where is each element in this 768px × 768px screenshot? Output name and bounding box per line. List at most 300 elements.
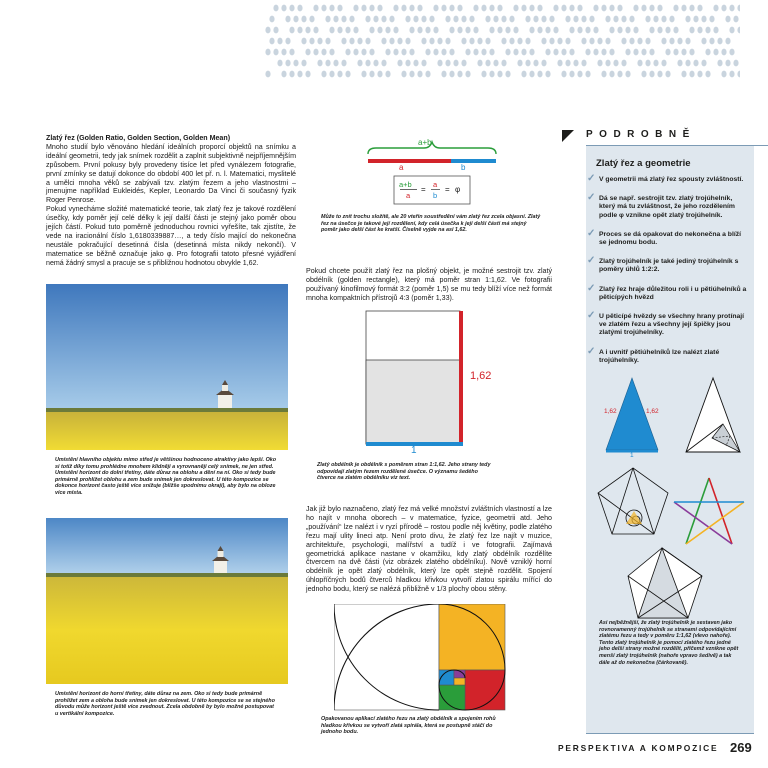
- decorative-dot: [489, 49, 494, 56]
- decorative-dot: [377, 71, 382, 78]
- decorative-dot: [557, 38, 562, 45]
- decorative-dot: [721, 71, 726, 78]
- checkmark-icon: ✓: [587, 345, 596, 357]
- decorative-dot: [413, 16, 418, 23]
- decorative-dot: [353, 49, 358, 56]
- decorative-dot: [649, 71, 654, 78]
- decorative-dot: [413, 60, 418, 67]
- checkmark-icon: ✓: [587, 255, 596, 267]
- decorative-dot: [465, 49, 470, 56]
- page-number: 269: [730, 740, 752, 755]
- decorative-dot: [529, 27, 534, 34]
- decorative-dot: [693, 16, 698, 23]
- decorative-dot: [589, 16, 594, 23]
- decorative-dot: [433, 27, 438, 34]
- decorative-dot: [401, 71, 406, 78]
- decorative-dot: [673, 5, 678, 12]
- decorative-dot: [389, 38, 394, 45]
- decorative-dot: [577, 27, 582, 34]
- eq-equals-2: =: [445, 185, 450, 194]
- decorative-dot: [397, 60, 402, 67]
- decorative-dot: [309, 38, 314, 45]
- decorative-dot: [677, 38, 682, 45]
- eq-numerator-1: a+b: [399, 180, 412, 189]
- decorative-dot: [461, 60, 466, 67]
- decorative-dot: [473, 27, 478, 34]
- triangle-label-bottom: 1: [630, 452, 634, 459]
- decorative-dot: [501, 60, 506, 67]
- decorative-dot: [721, 5, 726, 12]
- decorative-dot: [509, 16, 514, 23]
- decorative-dot: [369, 71, 374, 78]
- decorative-dot: [381, 16, 386, 23]
- decorative-dot: [285, 60, 290, 67]
- decorative-dot: [561, 71, 566, 78]
- decorative-dot: [457, 71, 462, 78]
- decorative-dot: [709, 38, 714, 45]
- decorative-dot: [549, 16, 554, 23]
- paragraph-golden-spiral: Jak již bylo naznačeno, zlatý řez má velké množství zvláštních vlastností a lze ho najít v mnoha oborech – v matematice, fyzice, geometrii atd. Jeho „používání“ lze nalézt i v ryzí přírodě – rostou podle něj květiny, podle zlatého řezu mají ulity lineci atp. Není proto divu, že zlatý řez lze najít v muzice, architektuře, psychologii, malířství a tudíž i ve fotografii. Zajímavá geometrická aplikace nastane v okamžiku, kdy zlatý obdélník rozdělíte čtvercem na dvě části (viz obrázek zlatého obdélníku). Nově vzniklý horní obdélník je opět zlatý obdélník, který lze opět stejně rozdělit. Spojení úhlopříčných bodů čtverců hladkou křivkou vytvoří zlatou spirálu mířící do jednoho bodu, který se nalézá přibližně v 1/3 plochy obou stěny.: [306, 505, 552, 594]
- decorative-dot: [333, 16, 338, 23]
- decorative-dot: [297, 27, 302, 34]
- decorative-dot: [281, 49, 286, 56]
- decorative-dot: [353, 27, 358, 34]
- decorative-dot: [625, 71, 630, 78]
- decorative-dot: [641, 5, 646, 12]
- decorative-dot: [617, 71, 622, 78]
- decorative-dot: [513, 27, 518, 34]
- decorative-dot: [725, 60, 730, 67]
- decorative-dot: [701, 16, 706, 23]
- decorative-dot: [421, 38, 426, 45]
- decorative-dot: [725, 16, 730, 23]
- decorative-dot: [481, 5, 486, 12]
- checkmark-icon: ✓: [587, 227, 596, 239]
- decorative-dot: [633, 27, 638, 34]
- decorative-dot: [525, 16, 530, 23]
- decorative-dot: [701, 38, 706, 45]
- checkmark-icon: ✓: [587, 192, 596, 204]
- decorative-dot: [565, 16, 570, 23]
- decorative-dot: [293, 16, 298, 23]
- decorative-dot: [609, 49, 614, 56]
- decorative-dot: [329, 49, 334, 56]
- decorative-dot: [545, 71, 550, 78]
- decorative-dot: [341, 60, 346, 67]
- decorative-dot: [689, 71, 694, 78]
- decorative-dot: [289, 71, 294, 78]
- decorative-dot: [605, 38, 610, 45]
- decorative-dot: [497, 27, 502, 34]
- decorative-dot: [485, 60, 490, 67]
- decorative-dot: [529, 71, 534, 78]
- decorative-dot: [369, 5, 374, 12]
- decorative-dot: [497, 71, 502, 78]
- decorative-dot: [661, 60, 666, 67]
- golden-segment-caption: Může to znít trochu složitě, ale 20 vteřin soustředění vám zlatý řez zcela objasní. Zlatý řez na úsečce je takové její rozdělení, kdy celá úsečka k její delší části má stejný poměr jako delší část ke kratší. Číselně vyjde na asi 1,62.: [321, 214, 541, 234]
- decorative-dot: [517, 60, 522, 67]
- decorative-dot: [697, 71, 702, 78]
- decorative-dot: [653, 60, 658, 67]
- decorative-dot: [477, 38, 482, 45]
- decorative-dot: [273, 27, 278, 34]
- label-side-1-62: 1,62: [470, 370, 492, 382]
- decorative-dot: [381, 38, 386, 45]
- decorative-dot: [689, 49, 694, 56]
- decorative-dot: [697, 5, 702, 12]
- decorative-dot: [733, 16, 738, 23]
- decorative-dot: [285, 16, 290, 23]
- decorative-dot: [317, 38, 322, 45]
- decorative-dot: [585, 49, 590, 56]
- decorative-dot: [489, 27, 494, 34]
- decorative-dot: [573, 16, 578, 23]
- decorative-dot: [609, 5, 614, 12]
- decorative-dot: [485, 16, 490, 23]
- decorative-dot: [425, 27, 430, 34]
- decorative-dot: [349, 16, 354, 23]
- decorative-dot: [429, 38, 434, 45]
- decorative-dot: [321, 49, 326, 56]
- decorative-dot: [405, 60, 410, 67]
- decorative-dot: [349, 38, 354, 45]
- decorative-dot: [341, 16, 346, 23]
- decorative-dot: [289, 5, 294, 12]
- decorative-dot: [513, 5, 518, 12]
- sidebar-caption: Asi nejběžnější, že zlatý trojúhelník je sestaven jako rovnoramenný trojúhelník se stranami odpovídajícími zlatému řezu a tedy v poměru 1:1,62 (vlevo nahoře). Tento zlatý trojúhelník je pomocí zlatého řezu jedné jeho delší strany možné rozdělit, přičemž vznikne opět menší zlatý trojúhelník (nahoře vpravo šedivě) a tak dále až do nekonečna (čárkovaně).: [599, 620, 739, 666]
- decorative-dot: [337, 71, 342, 78]
- decorative-dot: [653, 16, 658, 23]
- decorative-dot: [393, 27, 398, 34]
- decorative-dot: [709, 16, 714, 23]
- decorative-dot: [549, 38, 554, 45]
- decorative-dot: [265, 71, 270, 78]
- photo-low-horizon: [46, 284, 288, 450]
- decorative-dot: [561, 5, 566, 12]
- decorative-dot: [649, 49, 654, 56]
- decorative-dot: [585, 27, 590, 34]
- decorative-dot: [369, 49, 374, 56]
- decorative-dot: [685, 16, 690, 23]
- decorative-dot: [689, 5, 694, 12]
- decorative-dot: [657, 5, 662, 12]
- decorative-dot: [361, 49, 366, 56]
- decorative-dot: [421, 60, 426, 67]
- decorative-dot: [597, 60, 602, 67]
- subdivided-golden-triangle-diagram: [680, 376, 746, 460]
- decorative-dot: [497, 5, 502, 12]
- decorative-dot: [705, 27, 710, 34]
- decorative-dot: [641, 49, 646, 56]
- decorative-dot: [305, 49, 310, 56]
- decorative-dot: [337, 27, 342, 34]
- decorative-dot: [573, 60, 578, 67]
- decorative-dot: [449, 49, 454, 56]
- decorative-dot: [449, 5, 454, 12]
- decorative-dot: [609, 27, 614, 34]
- decorative-dot: [485, 38, 490, 45]
- golden-triangle-diagram: [596, 376, 668, 460]
- decorative-dot: [569, 71, 574, 78]
- decorative-dot: [417, 27, 422, 34]
- decorative-dot: [729, 49, 734, 56]
- decorative-dot: [605, 60, 610, 67]
- decorative-dot: [617, 5, 622, 12]
- decorative-dot: [365, 60, 370, 67]
- decorative-dot: [297, 71, 302, 78]
- decorative-dot: [301, 60, 306, 67]
- decorative-dot: [461, 16, 466, 23]
- decorative-dot: [597, 38, 602, 45]
- decorative-dot: [465, 27, 470, 34]
- decorative-dot: [417, 71, 422, 78]
- golden-spiral-caption: Opakovanou aplikací zlatého řezu na zlatý obdélník a spojením rohů hladkou křivkou se vytvoří zlatá spirála, která se postupně stáčí do jednoho bodu.: [321, 716, 496, 736]
- decorative-dot: [553, 49, 558, 56]
- decorative-dot: [669, 38, 674, 45]
- eq-numerator-2: a: [433, 180, 438, 189]
- decorative-dot: [405, 38, 410, 45]
- decorative-dot: [337, 5, 342, 12]
- paragraph-history: Mnoho studií bylo věnováno hledání ideálních proporcí objektů na snímku a ideální geometrii, tedy jak snímek rozdělit a zaplnit subjektivně nejpříjemnějším způsobem. První pokusy byly provedeny tisíce let před vynálezem fotografie, první zmínky se datují dokonce do období 400 let př. n. l. Matematici, myslitelé a umělci mnoha věků se zabývali tzv. zlatým řezem a jeho vlastnostmi – jmenujme například Eukleidés, Kepler, Leonardo Da Vinci či současný fyzik Roger Penrose.: [46, 142, 296, 205]
- decorative-dot: [317, 60, 322, 67]
- decorative-dot: [677, 60, 682, 67]
- decorative-dot: [345, 71, 350, 78]
- decorative-dot: [289, 49, 294, 56]
- decorative-dot: [649, 27, 654, 34]
- footer-section-title: PERSPEKTIVA A KOMPOZICE: [558, 743, 719, 753]
- decorative-dot: [425, 49, 430, 56]
- decorative-dot: [501, 38, 506, 45]
- decorative-dot: [569, 49, 574, 56]
- decorative-dot: [553, 5, 558, 12]
- decorative-dot: [433, 49, 438, 56]
- decorative-dot: [725, 38, 730, 45]
- decorative-dot: [313, 27, 318, 34]
- decorative-dot: [433, 5, 438, 12]
- decorative-dot: [297, 5, 302, 12]
- decorative-dot: [385, 49, 390, 56]
- eq-equals-1: =: [421, 185, 426, 194]
- decorative-dot: [521, 5, 526, 12]
- decorative-dot: [577, 71, 582, 78]
- list-item: ✓ U pěticípé hvězdy se všechny hrany protínají ve zlatém řezu a všechny její špičky jsou zlatými trojúhelníky.: [587, 310, 745, 337]
- section-heading: Zlatý řez (Golden Ratio, Golden Section, Golden Mean): [46, 134, 231, 142]
- list-item: ✓ Proces se dá opakovat do nekonečna a blíží se jednomu bodu.: [587, 227, 742, 247]
- decorative-dot: [321, 71, 326, 78]
- decorative-dot: [381, 60, 386, 67]
- sidebar-list: [587, 173, 747, 376]
- decorative-dot: [601, 71, 606, 78]
- decorative-dot: [517, 38, 522, 45]
- decorative-dot: [581, 60, 586, 67]
- decorative-dot: [565, 38, 570, 45]
- decorative-dot: [441, 71, 446, 78]
- decorative-dot: [373, 60, 378, 67]
- decorative-dot: [593, 27, 598, 34]
- decorative-dot: [321, 5, 326, 12]
- decorative-dot: [553, 27, 558, 34]
- decorative-dot: [565, 60, 570, 67]
- decorative-dot: [289, 27, 294, 34]
- decorative-dot: [601, 5, 606, 12]
- decorative-dot: [505, 49, 510, 56]
- decorative-dot: [357, 60, 362, 67]
- decorative-dot: [473, 5, 478, 12]
- decorative-dot-pattern: [260, 0, 740, 90]
- decorative-dot: [437, 60, 442, 67]
- decorative-dot: [521, 49, 526, 56]
- eq-denominator-1: a: [406, 191, 411, 200]
- decorative-dot: [665, 49, 670, 56]
- decorative-dot: [561, 49, 566, 56]
- decorative-dot: [701, 60, 706, 67]
- decorative-dot: [429, 16, 434, 23]
- checkmark-icon: ✓: [587, 173, 596, 184]
- decorative-dot: [509, 38, 514, 45]
- decorative-dot: [589, 38, 594, 45]
- decorative-dot: [469, 16, 474, 23]
- decorative-dot: [681, 49, 686, 56]
- decorative-dot: [537, 5, 542, 12]
- decorative-dot: [361, 71, 366, 78]
- decorative-dot: [537, 71, 542, 78]
- decorative-dot: [541, 38, 546, 45]
- decorative-dot: [689, 27, 694, 34]
- decorative-dot: [493, 16, 498, 23]
- decorative-dot: [445, 38, 450, 45]
- decorative-dot: [713, 49, 718, 56]
- decorative-dot: [717, 60, 722, 67]
- decorative-dot: [293, 60, 298, 67]
- decorative-dot: [557, 60, 562, 67]
- decorative-dot: [397, 38, 402, 45]
- decorative-dot: [277, 38, 282, 45]
- decorative-dot: [325, 38, 330, 45]
- decorative-dot: [545, 27, 550, 34]
- decorative-dot: [285, 38, 290, 45]
- decorative-dot: [661, 16, 666, 23]
- decorative-dot: [505, 27, 510, 34]
- decorative-dot: [457, 5, 462, 12]
- decorative-dot: [505, 71, 510, 78]
- decorative-dot: [621, 16, 626, 23]
- decorative-dot: [633, 5, 638, 12]
- decorative-dot: [669, 16, 674, 23]
- decorative-dot: [421, 16, 426, 23]
- decorative-dot: [409, 71, 414, 78]
- decorative-dot: [661, 38, 666, 45]
- decorative-dot: [345, 49, 350, 56]
- decorative-dot: [425, 71, 430, 78]
- decorative-dot: [657, 27, 662, 34]
- decorative-dot: [281, 5, 286, 12]
- decorative-dot: [529, 5, 534, 12]
- decorative-dot: [729, 27, 734, 34]
- decorative-dot: [265, 27, 270, 34]
- photo-low-horizon-caption: Umístění hlavního objektu mimo střed je většinou hodnoceno atraktivy jako lepší. Oko si totiž díky tomu prohlédne mnohem klidněji a vyrovnaněji celý snímek, ne jen střed. Umístění horizont do dolní třetiny, dáte důraz na oblohu a dění na ní. Oko si tedy bude primárně prohlížet oblohu a zem bude snímek jen dokreslovat. U této kompozice se dokonce horizont často ještě více snižuje (bližše spodnímu okraji), aby bylo na obloze více místa.: [55, 457, 277, 496]
- decorative-dot: [385, 27, 390, 34]
- decorative-dot: [569, 27, 574, 34]
- decorative-dot: [641, 71, 646, 78]
- eq-phi: φ: [455, 185, 461, 194]
- golden-segment-diagram: [366, 138, 498, 210]
- decorative-dot: [373, 16, 378, 23]
- decorative-dot: [393, 49, 398, 56]
- decorative-dot: [265, 49, 270, 56]
- decorative-dot: [721, 49, 726, 56]
- decorative-dot: [305, 71, 310, 78]
- decorative-dot: [665, 27, 670, 34]
- decorative-dot: [693, 60, 698, 67]
- decorative-dot: [445, 60, 450, 67]
- decorative-dot: [357, 38, 362, 45]
- decorative-dot: [365, 38, 370, 45]
- sidebar-heading: Zlatý řez a geometrie: [596, 158, 691, 169]
- decorative-dot: [613, 60, 618, 67]
- decorative-dot: [513, 49, 518, 56]
- decorative-dot: [493, 60, 498, 67]
- golden-rectangle-diagram: [364, 308, 504, 458]
- photo-high-horizon: [46, 518, 288, 684]
- decorative-dot: [385, 71, 390, 78]
- decorative-dot: [329, 5, 334, 12]
- paragraph-definition: Pokud vynecháme složité matematické teorie, tak zlatý řez je takové rozdělení úsečky, kdy poměr její celé délky k její další části je stejný jako poměr obou jejích částí. Pokud tuto poměrně jednoduchou rovnici vyřešíte, tak zjistíte, že vede na iracionální číslo 1,6180339887…, a tedy číslo mající do nekonečna neustále pokračující desetinná čísla (desetinná místa nikdy nekončí). V matematice se běžně označuje jako φ. Pro fotografii tatoto přesné vyjádření nemá žádný smysl a pracuje se s přibližnou hodnotou obvykle 1,62.: [46, 205, 296, 267]
- decorative-dot: [665, 71, 670, 78]
- decorative-dot: [625, 49, 630, 56]
- decorative-dot: [301, 16, 306, 23]
- label-a: a: [399, 163, 404, 172]
- decorative-dot: [489, 5, 494, 12]
- decorative-dot: [409, 27, 414, 34]
- pentagon-inner-triangles-diagram: [626, 546, 704, 620]
- decorative-dot: [445, 16, 450, 23]
- decorative-dot: [457, 27, 462, 34]
- decorative-dot: [633, 49, 638, 56]
- decorative-dot: [581, 16, 586, 23]
- decorative-dot: [569, 5, 574, 12]
- decorative-dot: [521, 71, 526, 78]
- label-b: b: [461, 163, 466, 172]
- decorative-dot: [593, 5, 598, 12]
- pentagram-star-diagram: [672, 476, 746, 546]
- triangle-label-right: 1,62: [646, 408, 659, 415]
- triangle-label-left: 1,62: [604, 408, 617, 415]
- sidebar-rule: [586, 145, 768, 146]
- decorative-dot: [273, 49, 278, 56]
- golden-rectangle-caption: Zlatý obdélník je obdélník s poměrem stran 1:1,62. Jeho strany tedy odpovídají zlatým řezem rozdělené úsečce. O významu šedého čtverce na zlatém obdélníku viz text.: [317, 462, 491, 482]
- decorative-dot: [477, 60, 482, 67]
- decorative-dot: [353, 5, 358, 12]
- decorative-dot: [529, 49, 534, 56]
- decorative-dot: [437, 38, 442, 45]
- decorative-dot: [401, 5, 406, 12]
- decorative-dot: [613, 16, 618, 23]
- decorative-dot: [333, 60, 338, 67]
- decorative-dot: [625, 27, 630, 34]
- decorative-dot: [313, 49, 318, 56]
- decorative-dot: [645, 60, 650, 67]
- decorative-dot: [681, 5, 686, 12]
- decorative-dot: [645, 16, 650, 23]
- decorative-dot: [629, 16, 634, 23]
- decorative-dot: [449, 27, 454, 34]
- decorative-dot: [713, 5, 718, 12]
- list-item: ✓ Zlatý trojúhelník je také jediný trojúhelník s poměry úhlů 1:2:2.: [587, 255, 739, 274]
- list-item: ✓ Zlatý řez hraje důležitou roli i u pětiúhelníků a pěticípých hvězd: [587, 282, 747, 301]
- decorative-dot: [533, 16, 538, 23]
- decorative-dot: [637, 38, 642, 45]
- decorative-dot: [705, 71, 710, 78]
